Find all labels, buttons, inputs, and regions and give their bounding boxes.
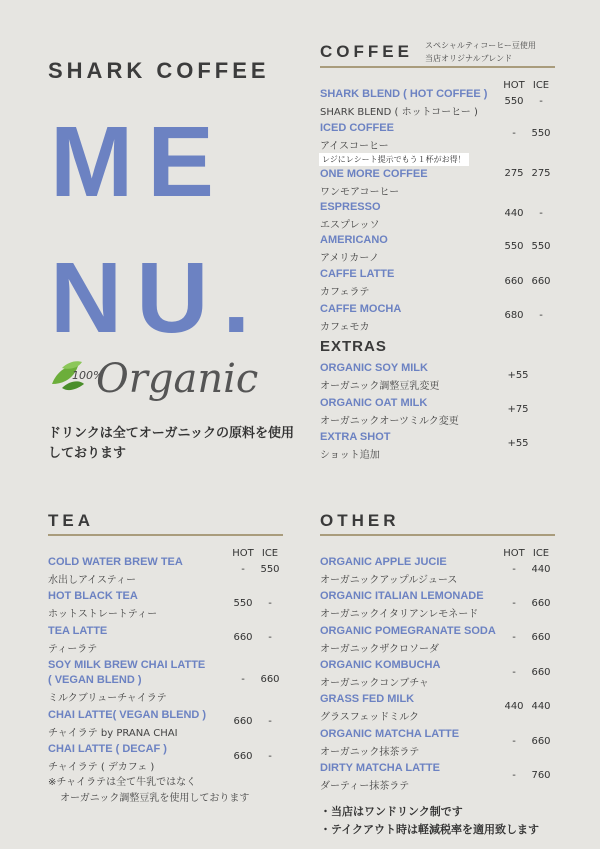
menu-item: [48, 556, 183, 586]
coffee-rule: [320, 66, 555, 68]
menu-item: [320, 234, 388, 264]
price-ice: -: [539, 96, 543, 107]
price-ice: 550: [531, 241, 551, 252]
item-name-en: HOT BLACK TEA: [48, 590, 138, 602]
price-ice: 660: [531, 598, 551, 609]
menu-item: [48, 590, 157, 620]
price-hot: 660: [233, 632, 253, 643]
menu-item: [320, 122, 394, 152]
price-hot: -: [512, 632, 516, 643]
coffee-col-hot: HOT: [503, 80, 525, 91]
menu-item: [48, 625, 107, 655]
price-hot: -: [512, 128, 516, 139]
menu-word-line2: NU.: [50, 242, 265, 354]
price-ice: -: [268, 598, 272, 609]
price-hot: 660: [233, 716, 253, 727]
price-extra: +55: [507, 438, 529, 449]
price-ice: 440: [531, 564, 551, 575]
item-name-en: ONE MORE COFFEE: [320, 168, 428, 180]
price-ice: -: [268, 632, 272, 643]
item-name-en: EXTRA SHOT: [320, 431, 391, 443]
item-name-en: ORGANIC OAT MILK: [320, 397, 428, 409]
item-name-en: ICED COFFEE: [320, 122, 394, 134]
price-hot: 440: [504, 208, 524, 219]
item-name-en: GRASS FED MILK: [320, 693, 415, 705]
item-name-en: CHAI LATTE( VEGAN BLEND ): [48, 709, 207, 721]
coffee-note-line: 当店オリジナルブレンド: [425, 54, 513, 63]
item-name-jp: エスプレッソ: [320, 220, 380, 231]
footer-note-line: ・当店はワンドリンク制です: [320, 805, 463, 818]
price-hot: 550: [504, 96, 524, 107]
price-hot: -: [512, 564, 516, 575]
price-ice: -: [539, 208, 543, 219]
other-title: OTHER: [320, 511, 400, 530]
coffee-note-line: スペシャルティコーヒー豆使用: [425, 41, 536, 50]
item-name-jp: ホットストレートティー: [48, 609, 158, 620]
price-ice: -: [268, 751, 272, 762]
menu-item: [320, 397, 459, 427]
item-name-jp: ダーティー抹茶ラテ: [320, 781, 410, 792]
item-name-jp: カフェラテ: [320, 287, 370, 298]
coffee-col-ice: ICE: [532, 80, 550, 91]
price-hot: 660: [504, 276, 524, 287]
item-name-en: CAFFE MOCHA: [320, 303, 402, 315]
item-name-en: ORGANIC KOMBUCHA: [320, 659, 441, 671]
menu-item: [48, 659, 205, 704]
price-hot: 680: [504, 310, 524, 321]
item-name-jp: アメリカーノ: [320, 253, 380, 264]
tea-col-hot: HOT: [232, 548, 254, 559]
item-name-en: CHAI LATTE ( DECAF ): [48, 743, 167, 755]
other-rule: [320, 534, 555, 536]
item-name-en: ORGANIC ITALIAN LEMONADE: [320, 590, 484, 602]
price-extra: +75: [507, 404, 529, 415]
footer-notes: [320, 803, 539, 839]
price-ice: 275: [531, 168, 551, 179]
item-name-en: ORGANIC POMEGRANATE SODA: [320, 625, 496, 637]
item-name-jp: カフェモカ: [320, 322, 370, 333]
item-name-en: SOY MILK BREW CHAI LATTE: [48, 659, 206, 671]
item-name-en: SHARK BLEND ( HOT COFFEE ): [320, 88, 488, 100]
price-ice: 550: [260, 564, 280, 575]
price-hot: 440: [504, 701, 524, 712]
menu-item: [320, 268, 394, 298]
item-name-en: ORGANIC SOY MILK: [320, 362, 428, 374]
menu-item: [320, 625, 496, 655]
item-name-jp: ミルクブリューチャイラテ: [48, 693, 167, 704]
organic-percent: 100%: [72, 369, 104, 382]
price-ice: 660: [531, 632, 551, 643]
item-name-jp: 水出しアイスティー: [48, 575, 136, 586]
price-ice: 760: [531, 770, 551, 781]
menu-item: [320, 590, 484, 620]
price-hot: -: [512, 770, 516, 781]
tea-col-ice: ICE: [261, 548, 279, 559]
item-name-jp: ワンモアコーヒー: [320, 187, 400, 198]
item-name-jp: オーガニック抹茶ラテ: [320, 747, 420, 758]
item-name-en: ORGANIC APPLE JUCIE: [320, 556, 447, 568]
item-name-jp: オーガニックアップルジュース: [320, 575, 458, 586]
menu-item: [320, 362, 439, 392]
item-name-en: DIRTY MATCHA LATTE: [320, 762, 440, 774]
item-name-jp: SHARK BLEND ( ホットコーヒー ): [320, 107, 478, 118]
price-ice: -: [539, 310, 543, 321]
item-name-en: ORGANIC MATCHA LATTE: [320, 728, 460, 740]
organic-logo: [48, 354, 259, 414]
menu-item: [48, 743, 167, 773]
organic-note: ドリンクは全てオーガニックの原料を使用しております: [48, 426, 294, 461]
price-ice: 660: [531, 736, 551, 747]
menu-item: [48, 709, 206, 739]
price-ice: 660: [531, 667, 551, 678]
extras-title: EXTRAS: [320, 338, 387, 355]
promo-banner: レジにレシート提示でもう１杯がお得！: [319, 153, 469, 166]
item-name-en: AMERICANO: [320, 234, 388, 246]
price-extra: +55: [507, 370, 529, 381]
item-name-jp: オーガニックコンブチャ: [320, 678, 429, 689]
menu-item: [320, 431, 391, 461]
price-hot: -: [512, 736, 516, 747]
tea-note: [48, 775, 249, 807]
other-col-hot: HOT: [503, 548, 525, 559]
menu-item: [320, 303, 401, 333]
tea-rule: [48, 534, 283, 536]
item-name-jp: オーガニックザクロソーダ: [320, 644, 439, 655]
item-name-jp: ショット追加: [320, 450, 380, 461]
item-name-en: COLD WATER BREW TEA: [48, 556, 183, 568]
price-hot: -: [512, 667, 516, 678]
menu-item: [320, 762, 440, 792]
menu-item: [320, 168, 428, 198]
item-name-jp: チャイラテ by PRANA CHAI: [48, 728, 178, 739]
price-ice: 550: [531, 128, 551, 139]
item-name-en: CAFFE LATTE: [320, 268, 395, 280]
other-col-ice: ICE: [532, 548, 550, 559]
item-name-jp: オーガニックオーツミルク変更: [320, 416, 459, 427]
tea-note-line: ※チャイラテは全て牛乳ではなく: [48, 777, 197, 788]
item-name-jp: チャイラテ ( デカフェ ): [48, 762, 155, 773]
price-ice: 660: [260, 674, 280, 685]
item-name-jp: オーガニック調整豆乳変更: [320, 381, 440, 392]
coffee-title: COFFEE: [320, 42, 413, 61]
menu-item: [320, 693, 419, 723]
item-name-en: ESPRESSO: [320, 201, 381, 213]
price-ice: 440: [531, 701, 551, 712]
item-name-en: TEA LATTE: [48, 625, 108, 637]
price-hot: -: [241, 674, 245, 685]
menu-item: [320, 201, 381, 231]
item-name-jp: オーガニックイタリアンレモネード: [320, 609, 479, 620]
price-hot: 550: [504, 241, 524, 252]
price-hot: 660: [233, 751, 253, 762]
brand-name: SHARK COFFEE: [48, 58, 270, 83]
coffee-note: [425, 39, 536, 65]
footer-note-line: ・テイクアウト時は軽減税率を適用致します: [320, 823, 540, 836]
menu-item: [320, 556, 457, 586]
organic-wordmark: Organic: [96, 356, 259, 402]
item-name-en-line2: ( VEGAN BLEND ): [48, 674, 142, 686]
tea-note-line: オーガニック調整豆乳を使用しております: [60, 793, 250, 804]
item-name-jp: アイスコーヒー: [320, 141, 389, 152]
item-name-jp: ティーラテ: [48, 644, 98, 655]
menu-item: [320, 88, 487, 118]
price-hot: 275: [504, 168, 524, 179]
item-name-jp: グラスフェッドミルク: [320, 712, 419, 723]
price-hot: 550: [233, 598, 253, 609]
price-hot: -: [241, 564, 245, 575]
menu-word-line1: ME: [50, 106, 228, 218]
tea-title: TEA: [48, 511, 94, 530]
price-ice: -: [268, 716, 272, 727]
price-ice: 660: [531, 276, 551, 287]
price-hot: -: [512, 598, 516, 609]
menu-item: [320, 728, 459, 758]
menu-item: [320, 659, 440, 689]
